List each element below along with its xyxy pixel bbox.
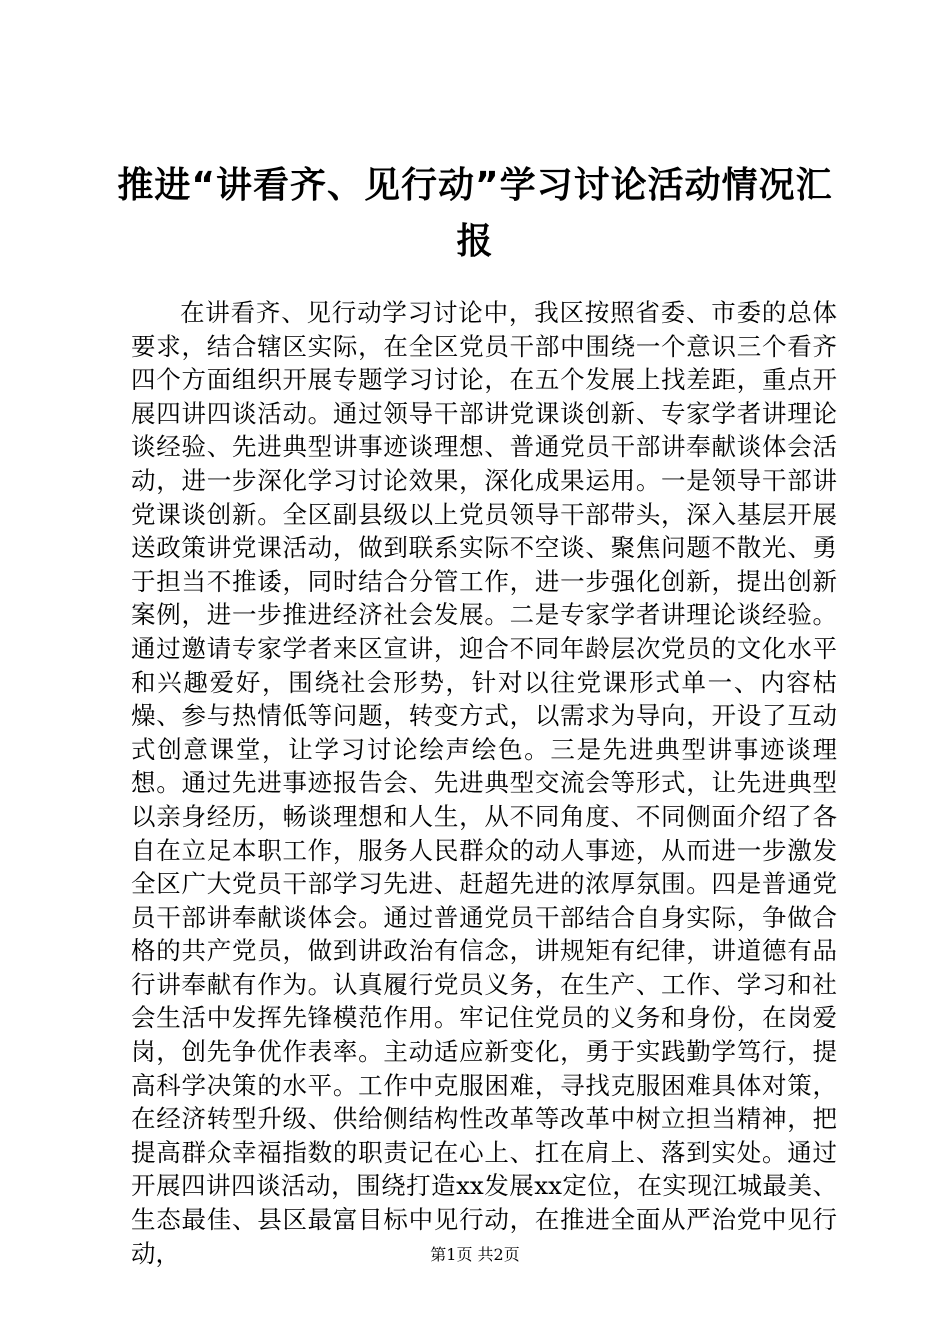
document-body-paragraph: 在讲看齐、见行动学习讨论中，我区按照省委、市委的总体要求，结合辖区实际，在全区党员干部中围绕一个意识三个看齐四个方面组织开展专题学习讨论，在五个发展上找差距，重点开展四讲四谈活动。通过领导干部讲党课谈创新、专家学者讲理论谈经验、先进典型讲事迹谈理想、普通党员干部讲奉献谈体会活动，进一步深化学习讨论效果，深化成果运用。一是领导干部讲党课谈创新。全区副县级以上党员领导干部带头，深入基层开展送政策讲党课活动，做到联系实际不空谈、聚焦问题不散光、勇于担当不推诿，同时结合分管工作，进一步强化创新，提出创新案例，进一步推进经济社会发展。二是专家学者讲理论谈经验。通过邀请专家学者来区宣讲，迎合不同年龄层次党员的文化水平和兴趣爱好，围绕社会形势，针对以往党课形式单一、内容枯燥、参与热情低等问题，转变方式，以需求为导向，开设了互动式创意课堂，让学习讨论绘声绘色。三是先进典型讲事迹谈理想。通过先进事迹报告会、先进典型交流会等形式，让先进典型以亲身经历，畅谈理想和人生，从不同角度、不同侧面介绍了各自在立足本职工作，服务人民群众的动人事迹，从而进一步激发全区广大党员干部学习先进、赶超先进的浓厚氛围。四是普通党员干部讲奉献谈体会。通过普通党员干部结合自身实际，争做合格的共产党员，做到讲政治有信念，讲规矩有纪律，讲道德有品行讲奉献有作为。认真履行党员义务，在生产、工作、学习和社会生活中发挥先锋模范作用。牢记住党员的义务和身份，在岗爱岗，创先争优作表率。主动适应新变化，勇于实践勤学笃行，提高科学决策的水平。工作中克服困难，寻找克服困难具体对策，在经济转型升级、供给侧结构性改革等改革中树立担当精神，把提高群众幸福指数的职责记在心上、扛在肩上、落到实处。通过开展四讲四谈活动，围绕打造xx发展xx定位，在实现江城最美、生态最佳、县区最富目标中见行动，在推进全面从严治党中见行动， bbox=[131, 298, 837, 1268]
page-footer: 第1页 共2页 bbox=[430, 1245, 520, 1264]
document-title: 推进“讲看齐、见行动”学习讨论活动情况汇报 bbox=[117, 165, 833, 262]
